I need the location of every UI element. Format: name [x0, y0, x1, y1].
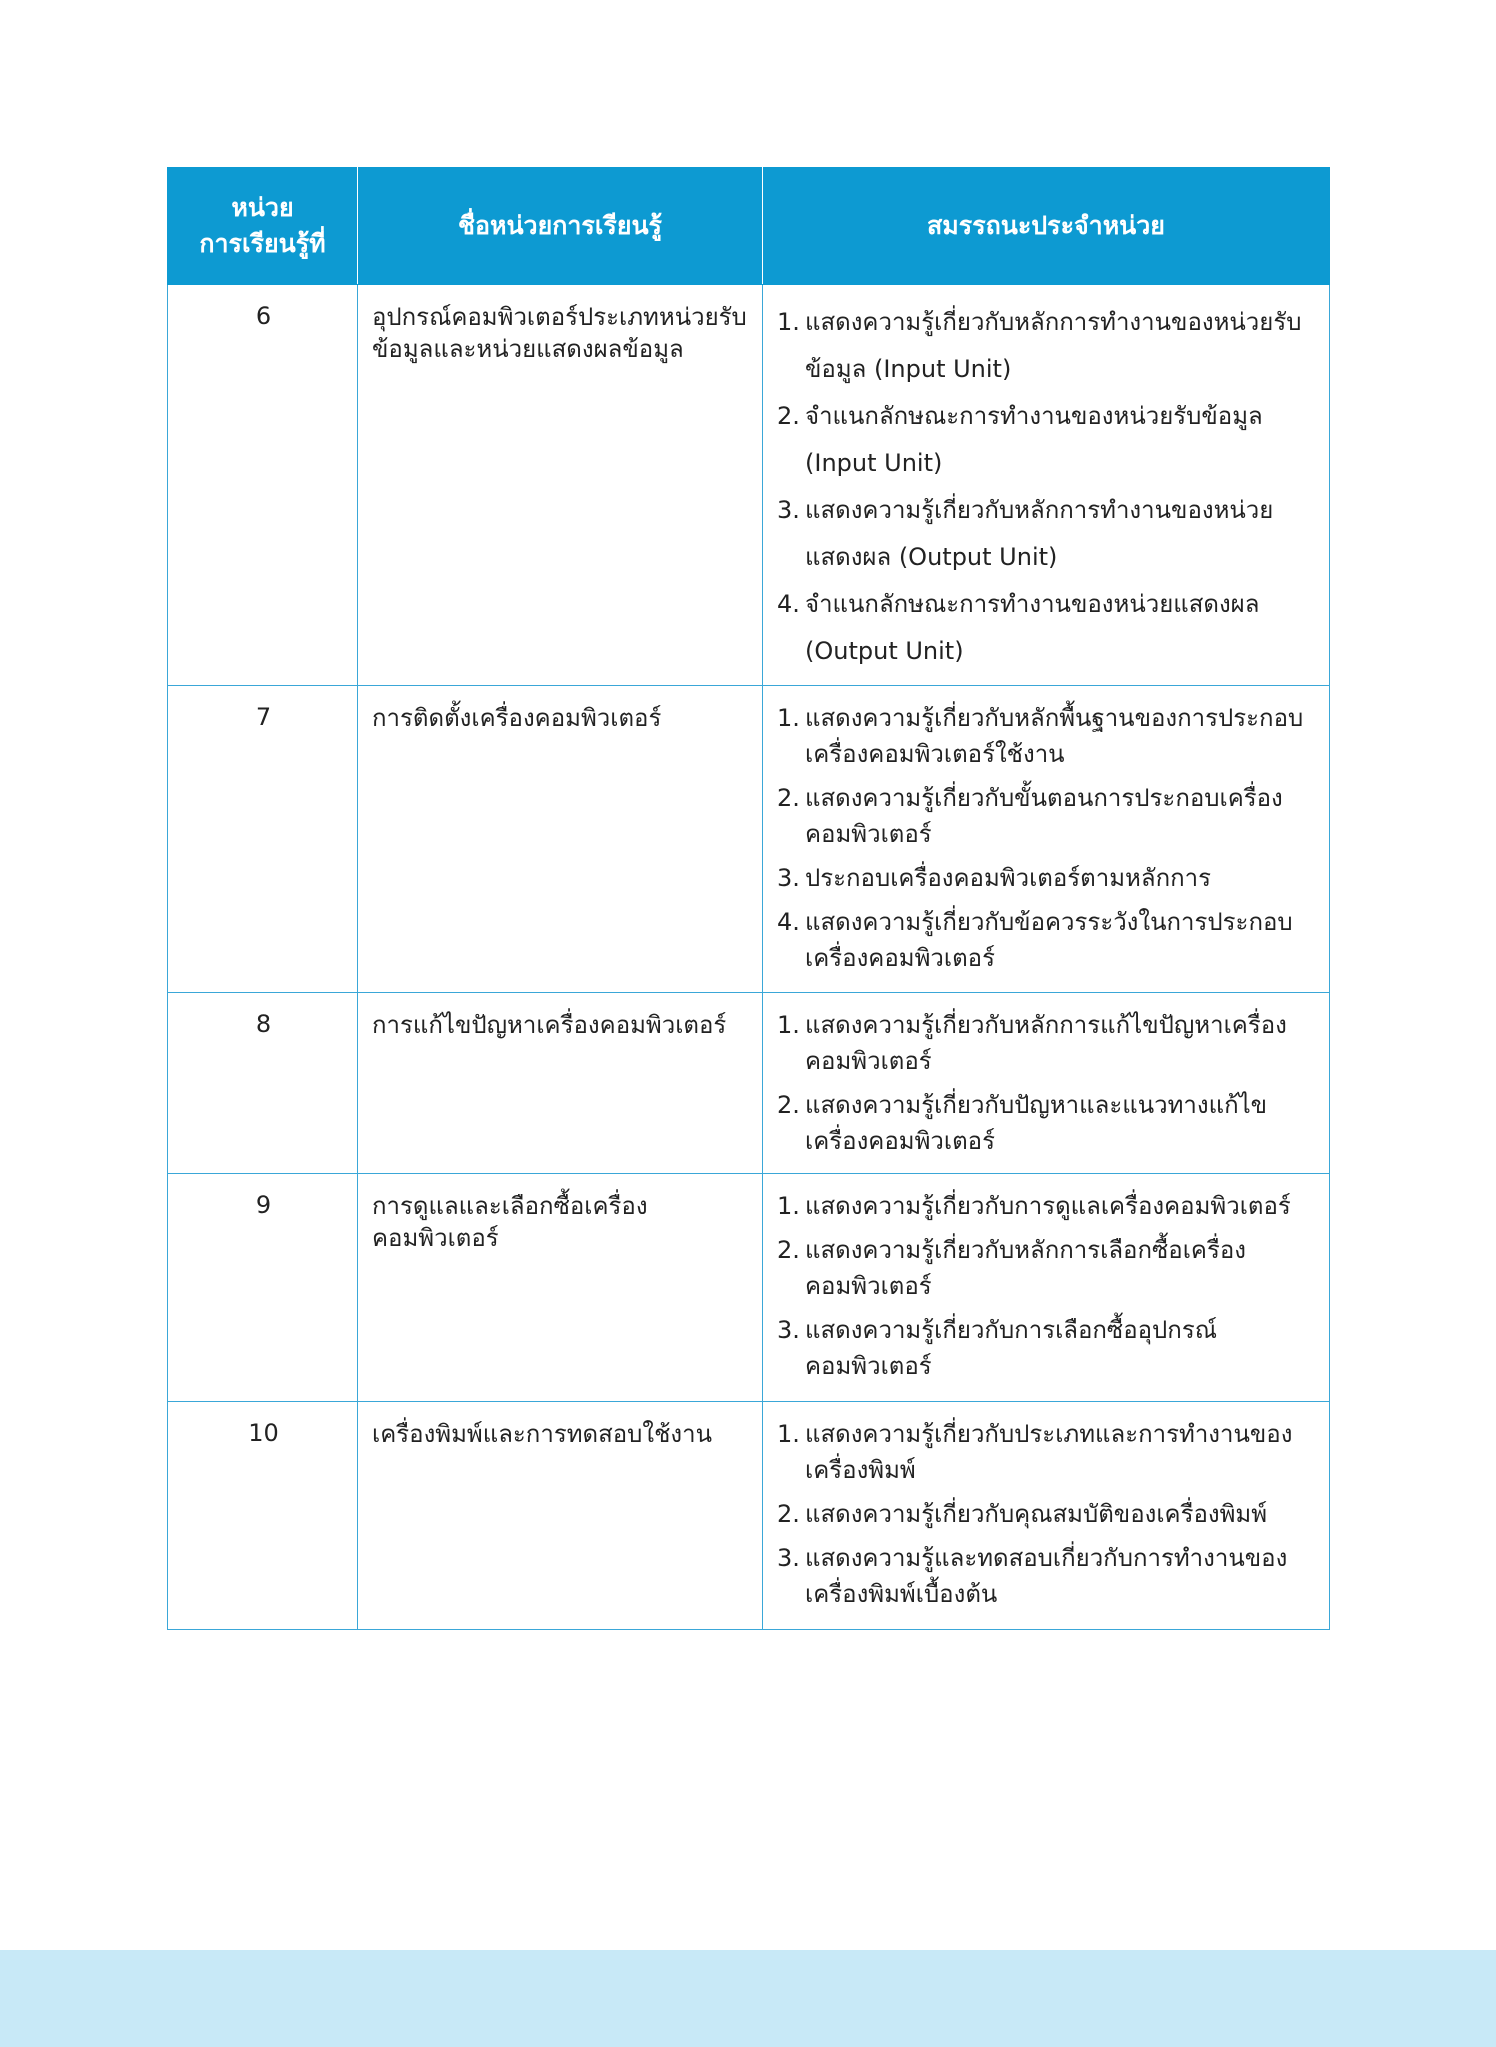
- item-text: จำแนกลักษณะการทำงานของหน่วยรับข้อมูล (Input Unit): [805, 402, 1263, 477]
- item-number: 1.: [777, 704, 800, 732]
- list-item: [777, 1188, 1317, 1224]
- unit-name-cell: การแก้ไขปัญหาเครื่องคอมพิวเตอร์: [358, 993, 763, 1174]
- footer-band: [0, 1950, 1496, 2047]
- learning-units-table-container: [167, 167, 1329, 1630]
- list-item: [777, 1312, 1317, 1384]
- table-row: [168, 1402, 1330, 1630]
- item-number: 1.: [777, 1011, 800, 1039]
- unit-name-cell: การดูแลและเลือกซื้อเครื่องคอมพิวเตอร์: [358, 1174, 763, 1402]
- list-item: [777, 1540, 1317, 1612]
- item-number: 3.: [777, 1544, 800, 1572]
- unit-number-cell: 9: [168, 1174, 358, 1402]
- unit-name-cell: เครื่องพิมพ์และการทดสอบใช้งาน: [358, 1402, 763, 1630]
- competency-list: [777, 1007, 1317, 1159]
- list-item: [777, 780, 1317, 852]
- item-text: จำแนกลักษณะการทำงานของหน่วยแสดงผล (Output Unit): [805, 590, 1260, 665]
- competency-cell: [763, 993, 1330, 1174]
- item-number: 3.: [777, 864, 800, 892]
- item-number: 4.: [777, 908, 800, 936]
- competency-cell: [763, 1402, 1330, 1630]
- table-body: [168, 285, 1330, 1630]
- item-text: แสดงความรู้และทดสอบเกี่ยวกับการทำงานของเครื่องพิมพ์เบื้องต้น: [805, 1544, 1288, 1608]
- unit-name-cell: อุปกรณ์คอมพิวเตอร์ประเภทหน่วยรับข้อมูลและหน่วยแสดงผลข้อมูล: [358, 285, 763, 686]
- unit-number-cell: 8: [168, 993, 358, 1174]
- item-number: 2.: [777, 784, 800, 812]
- item-number: 4.: [777, 590, 800, 618]
- competency-list: [777, 1188, 1317, 1384]
- table-header: [168, 168, 1330, 285]
- competency-cell: [763, 285, 1330, 686]
- item-number: 2.: [777, 1236, 800, 1264]
- unit-name-cell: การติดตั้งเครื่องคอมพิวเตอร์: [358, 686, 763, 993]
- competency-list: [777, 1416, 1317, 1612]
- item-number: 3.: [777, 496, 800, 524]
- table-row: [168, 1174, 1330, 1402]
- unit-number-cell: 7: [168, 686, 358, 993]
- list-item: [777, 1087, 1317, 1159]
- list-item: [777, 1232, 1317, 1304]
- table-row: [168, 686, 1330, 993]
- header-competency: สมรรถนะประจำหน่วย: [763, 168, 1330, 285]
- list-item: [777, 487, 1317, 581]
- header-unit-number: [168, 168, 358, 285]
- item-text: แสดงความรู้เกี่ยวกับขั้นตอนการประกอบเครื่องคอมพิวเตอร์: [805, 784, 1283, 848]
- item-text: แสดงความรู้เกี่ยวกับปัญหาและแนวทางแก้ไขเครื่องคอมพิวเตอร์: [805, 1091, 1268, 1155]
- item-number: 1.: [777, 1420, 800, 1448]
- item-number: 1.: [777, 1192, 800, 1220]
- list-item: [777, 904, 1317, 976]
- item-text: แสดงความรู้เกี่ยวกับคุณสมบัติของเครื่องพิมพ์: [805, 1500, 1268, 1528]
- header-unit-line1: หน่วย: [231, 192, 294, 222]
- list-item: [777, 860, 1317, 896]
- unit-number-cell: 6: [168, 285, 358, 686]
- table-row: [168, 285, 1330, 686]
- unit-number-cell: 10: [168, 1402, 358, 1630]
- item-text: แสดงความรู้เกี่ยวกับการเลือกซื้ออุปกรณ์คอมพิวเตอร์: [805, 1316, 1217, 1380]
- list-item: [777, 700, 1317, 772]
- item-text: แสดงความรู้เกี่ยวกับข้อควรระวังในการประกอบเครื่องคอมพิวเตอร์: [805, 908, 1293, 972]
- competency-cell: [763, 1174, 1330, 1402]
- item-number: 2.: [777, 402, 800, 430]
- item-number: 2.: [777, 1091, 800, 1119]
- item-text: แสดงความรู้เกี่ยวกับหลักการเลือกซื้อเครื่องคอมพิวเตอร์: [805, 1236, 1246, 1300]
- item-text: ประกอบเครื่องคอมพิวเตอร์ตามหลักการ: [805, 864, 1211, 892]
- item-number: 3.: [777, 1316, 800, 1344]
- item-text: แสดงความรู้เกี่ยวกับหลักพื้นฐานของการประกอบเครื่องคอมพิวเตอร์ใช้งาน: [805, 704, 1304, 768]
- header-unit-name: ชื่อหน่วยการเรียนรู้: [358, 168, 763, 285]
- list-item: [777, 581, 1317, 675]
- list-item: [777, 299, 1317, 393]
- header-unit-line2: การเรียนรู้ที่: [199, 229, 326, 258]
- item-text: แสดงความรู้เกี่ยวกับหลักการทำงานของหน่วยรับข้อมูล (Input Unit): [805, 308, 1302, 383]
- item-text: แสดงความรู้เกี่ยวกับหลักการแก้ไขปัญหาเครื่องคอมพิวเตอร์: [805, 1011, 1287, 1075]
- item-text: แสดงความรู้เกี่ยวกับหลักการทำงานของหน่วยแสดงผล (Output Unit): [805, 496, 1274, 571]
- competency-list: [777, 700, 1317, 976]
- competency-cell: [763, 686, 1330, 993]
- list-item: [777, 1496, 1317, 1532]
- list-item: [777, 393, 1317, 487]
- learning-units-table: [167, 167, 1330, 1630]
- header-row: [168, 168, 1330, 285]
- item-number: 1.: [777, 308, 800, 336]
- item-text: แสดงความรู้เกี่ยวกับการดูแลเครื่องคอมพิวเตอร์: [805, 1192, 1291, 1220]
- table-row: [168, 993, 1330, 1174]
- list-item: [777, 1416, 1317, 1488]
- item-number: 2.: [777, 1500, 800, 1528]
- item-text: แสดงความรู้เกี่ยวกับประเภทและการทำงานของเครื่องพิมพ์: [805, 1420, 1293, 1484]
- competency-list: [777, 299, 1317, 675]
- list-item: [777, 1007, 1317, 1079]
